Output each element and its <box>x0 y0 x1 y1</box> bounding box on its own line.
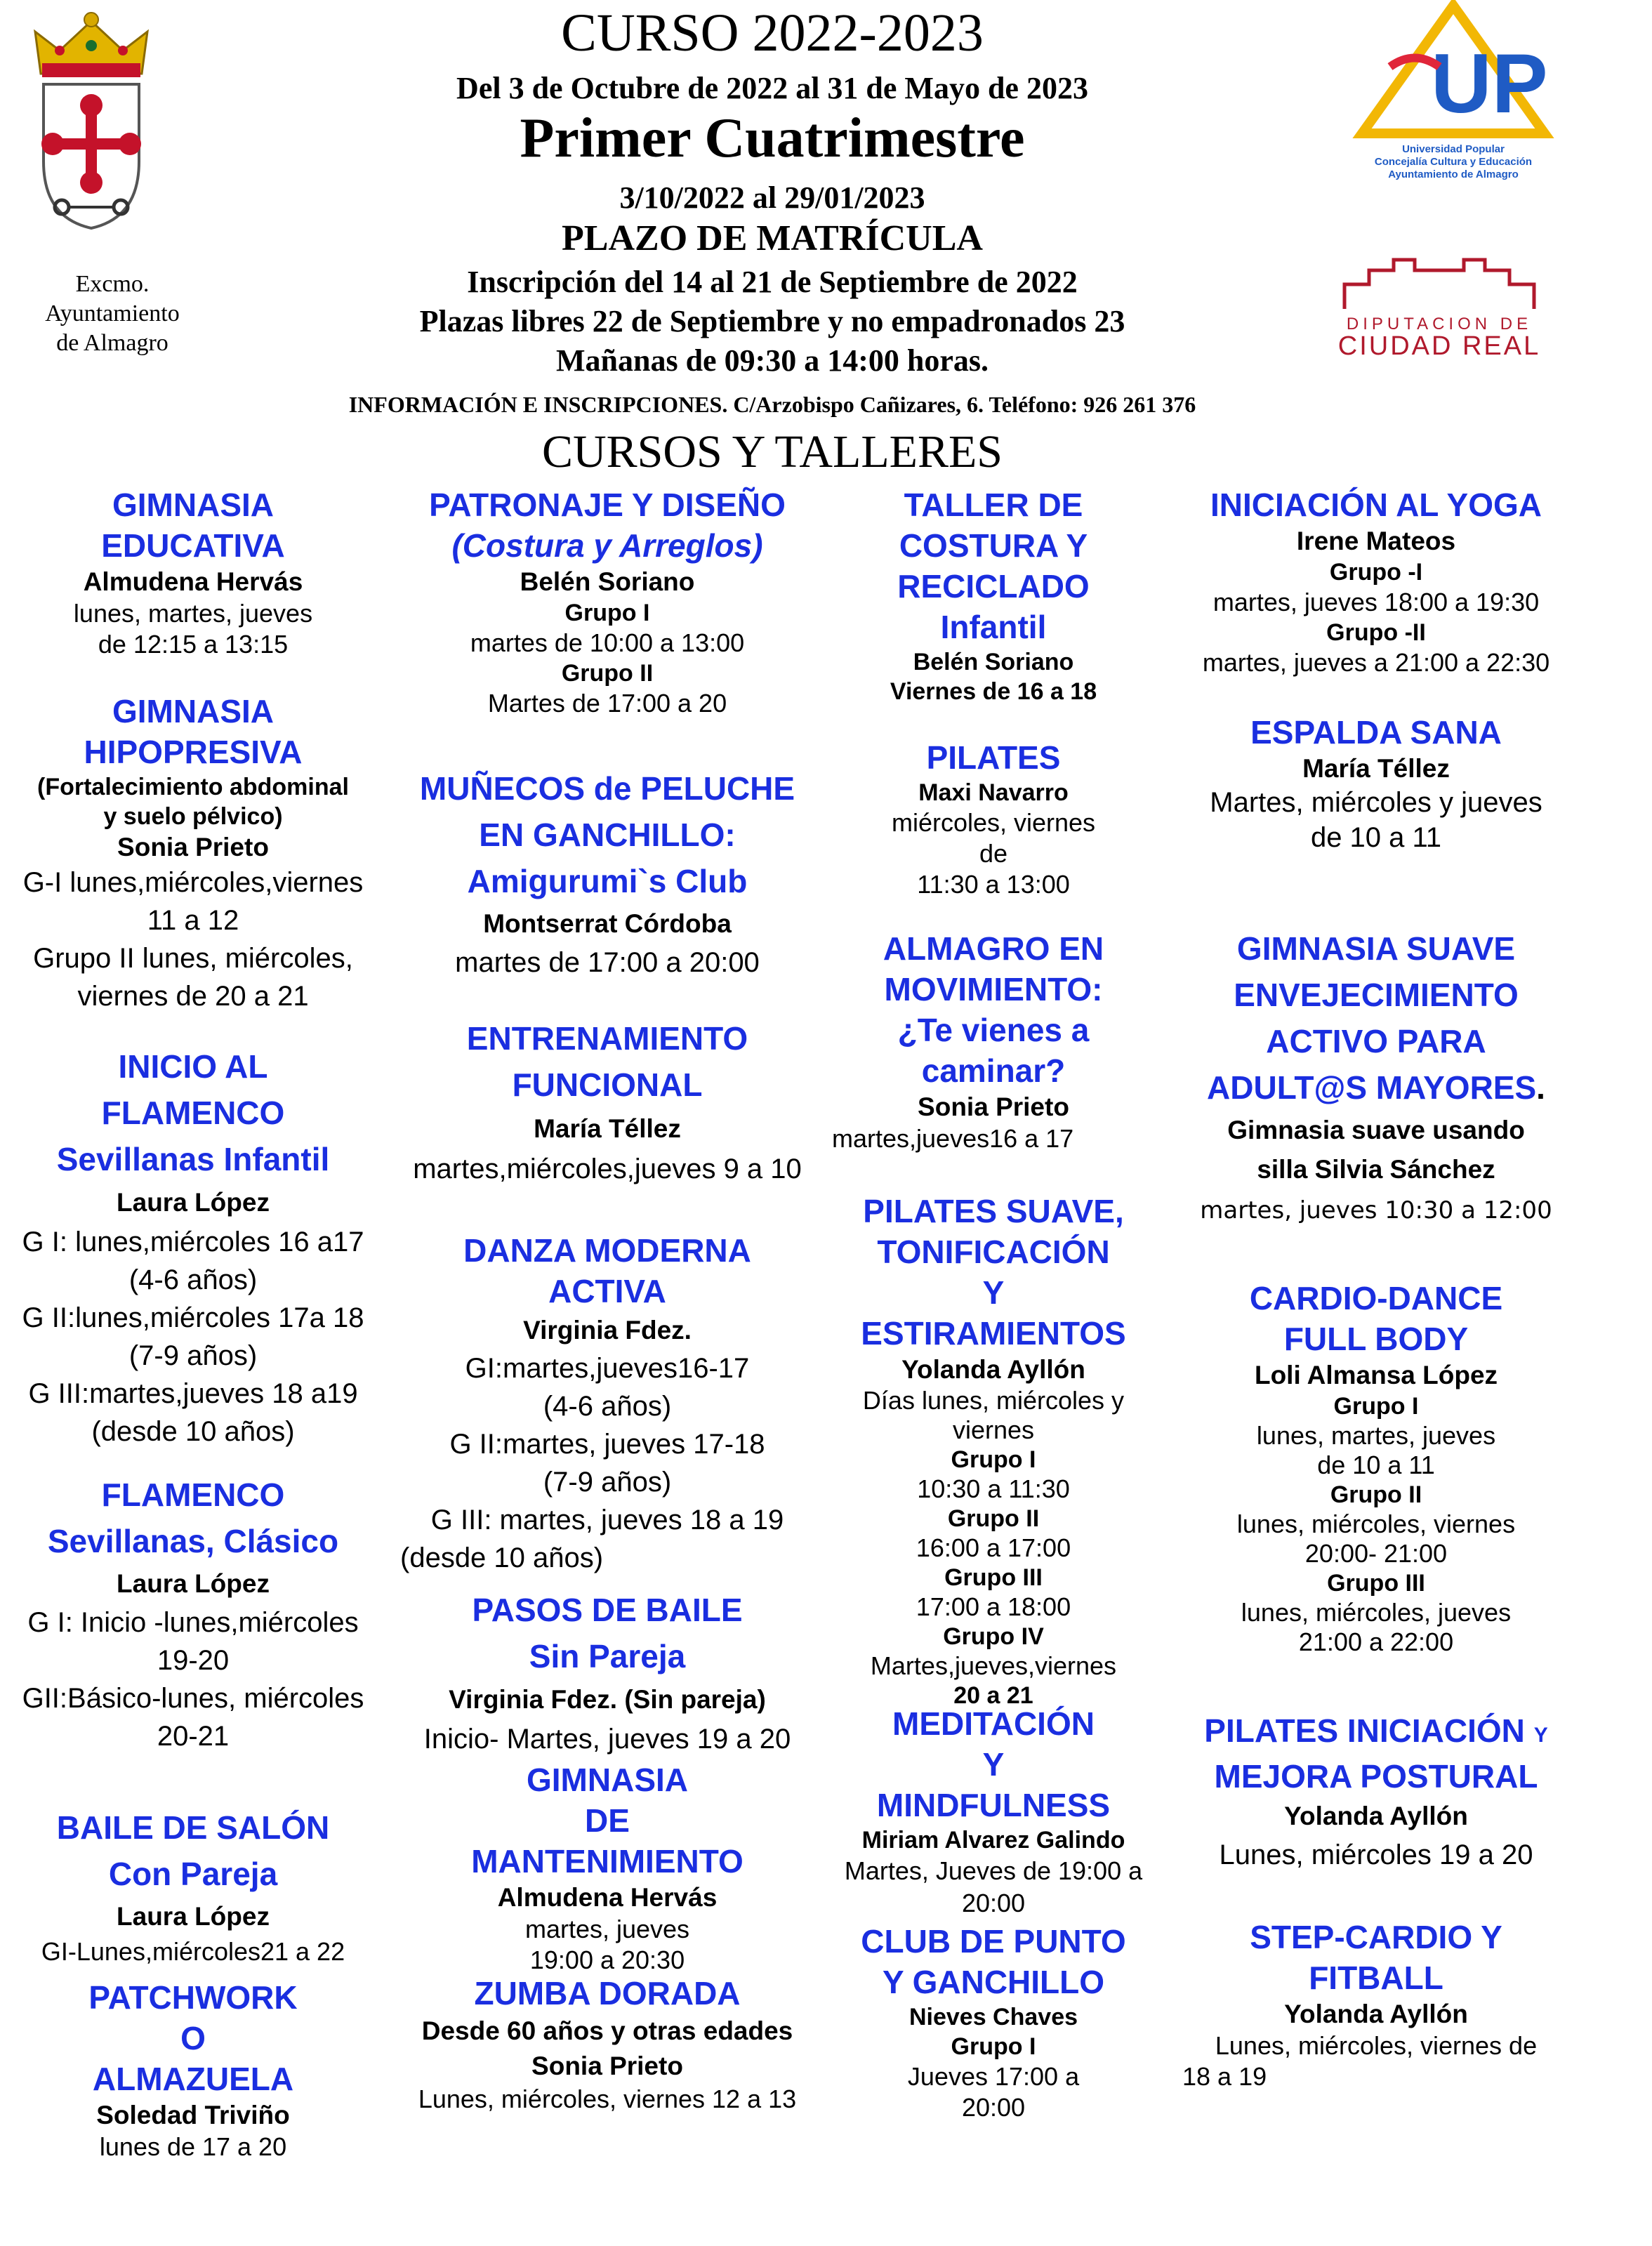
course-schedule: martes,jueves16 a 17 <box>832 1124 1074 1153</box>
course-pilates-suave <box>828 1191 1158 1710</box>
course-pilates <box>828 737 1158 900</box>
course-title: MEJORA POSTURAL <box>1214 1758 1538 1795</box>
course-teacher: Loli Almansa López <box>1254 1361 1498 1389</box>
course-title: MINDFULNESS <box>876 1787 1111 1823</box>
course-title: TONIFICACIÓN <box>877 1234 1110 1270</box>
course-schedule: 21:00 a 22:00 <box>1298 1627 1454 1656</box>
course-title: ENTRENAMIENTO <box>466 1020 748 1057</box>
course-schedule: 18 a 19 <box>1182 2062 1267 2091</box>
course-title: GIMNASIA <box>112 487 274 523</box>
diputacion-label-2: CIUDAD REAL <box>1337 331 1541 361</box>
info-line: INFORMACIÓN E INSCRIPCIONES. C/Arzobispo Cañizares, 6. Teléfono: 926 261 376 <box>348 392 1196 417</box>
course-schedule: G III:martes,jueves 18 a19 <box>28 1378 358 1409</box>
course-title: FLAMENCO <box>101 1477 285 1513</box>
course-teacher: Sonia Prieto <box>918 1092 1069 1121</box>
course-schedule: Martes, miércoles y jueves <box>1210 787 1542 818</box>
course-patronaje <box>393 484 821 719</box>
course-schedule: martes, jueves <box>524 1915 690 1943</box>
course-schedule: lunes de 17 a 20 <box>99 2132 287 2161</box>
course-schedule: Martes de 17:00 a 20 <box>487 689 727 718</box>
course-title: ESPALDA SANA <box>1250 714 1502 751</box>
course-group: Grupo I <box>564 600 650 626</box>
course-schedule: lunes, miércoles, jueves <box>1241 1598 1512 1627</box>
course-schedule: Lunes, miércoles 19 a 20 <box>1219 1839 1533 1870</box>
enrollment-line-2: Plazas libres 22 de Septiembre y no empadronados 23 <box>419 304 1125 338</box>
course-title-text: ADULT@S MAYORES <box>1207 1069 1537 1106</box>
course-gimnasia-suave <box>1179 925 1573 1231</box>
course-teacher: Belén Soriano <box>913 649 1074 675</box>
course-teacher: Laura López <box>117 1188 270 1217</box>
course-teacher: Maxi Navarro <box>918 779 1069 806</box>
course-title: ENVEJECIMIENTO <box>1234 977 1519 1013</box>
course-schedule: martes, jueves 18:00 a 19:30 <box>1212 588 1540 616</box>
course-title-dot: . <box>1536 1069 1545 1106</box>
course-schedule: G-I lunes,miércoles,viernes <box>22 867 364 898</box>
course-title: GIMNASIA <box>527 1762 688 1798</box>
course-schedule: lunes, martes, jueves <box>1256 1421 1496 1450</box>
course-schedule: 10:30 a 11:30 <box>917 1474 1070 1503</box>
course-dates: Del 3 de Octubre de 2022 al 31 de Mayo de 2023 <box>456 71 1088 105</box>
course-title: PATRONAJE Y DISEÑO <box>429 487 786 523</box>
course-title-conj: Y <box>1533 1724 1548 1747</box>
course-schedule: lunes, miércoles, viernes <box>1236 1510 1516 1538</box>
course-schedule: 11 a 12 <box>147 905 239 936</box>
course-schedule: martes de 17:00 a 20:00 <box>455 947 760 978</box>
course-group: Grupo II <box>947 1505 1040 1532</box>
course-schedule: Martes, Jueves de 19:00 a <box>844 1856 1143 1885</box>
course-group: Grupo I <box>951 2033 1036 2060</box>
course-days: viernes <box>952 1415 1035 1444</box>
course-title: O <box>180 2020 206 2056</box>
course-pasos-baile <box>393 1587 821 1758</box>
course-title: ZUMBA DORADA <box>474 1975 741 2012</box>
course-title: Y <box>982 1746 1005 1783</box>
course-title: MOVIMIENTO: <box>884 971 1103 1008</box>
course-schedule: (7-9 años) <box>128 1340 258 1371</box>
up-label-3: Ayuntamiento de Almagro <box>1388 169 1519 180</box>
course-baile-salon <box>7 1804 379 1967</box>
course-schedule: 20-21 <box>157 1721 230 1752</box>
town-label-2: Ayuntamiento <box>45 300 180 326</box>
course-schedule: miércoles, viernes <box>891 808 1096 837</box>
course-title: DE <box>585 1802 630 1839</box>
course-teacher: Laura López <box>117 1902 270 1931</box>
course-teacher: Montserrat Córdoba <box>483 909 732 938</box>
town-label-1: Excmo. <box>75 271 150 297</box>
course-title: ¿Te vienes a <box>897 1012 1090 1048</box>
course-title: CLUB DE PUNTO <box>861 1923 1126 1960</box>
course-schedule: G I: Inicio -lunes,miércoles <box>27 1607 359 1638</box>
course-group: Grupo II <box>561 660 654 687</box>
course-title-text: PILATES INICIACIÓN <box>1204 1712 1525 1749</box>
course-schedule: (4-6 años) <box>128 1264 258 1295</box>
course-title: CARDIO-DANCE <box>1249 1280 1503 1316</box>
course-schedule: viernes de 20 a 21 <box>77 981 309 1012</box>
town-label-3: de Almagro <box>56 330 168 356</box>
course-teacher: silla Silvia Sánchez <box>1257 1155 1495 1184</box>
course-title: INICIO AL <box>118 1048 268 1085</box>
course-club-punto <box>828 1921 1158 2123</box>
course-title: Sevillanas, Clásico <box>47 1523 339 1559</box>
course-teacher: Laura López <box>117 1569 270 1598</box>
course-title: PATCHWORK <box>88 1979 298 2016</box>
course-title: MUÑECOS de PELUCHE <box>419 770 795 807</box>
course-title: Y GANCHILLO <box>882 1964 1105 2000</box>
course-title: DANZA MODERNA <box>463 1232 751 1269</box>
course-teacher: María Téllez <box>534 1114 681 1143</box>
course-title: EDUCATIVA <box>101 527 285 564</box>
up-label-1: Universidad Popular <box>1402 143 1505 155</box>
up-triangle-icon <box>1348 0 1559 140</box>
up-label-2: Concejalía Cultura y Educación <box>1374 156 1533 168</box>
course-schedule: lunes, martes, jueves <box>73 599 313 628</box>
course-title: ESTIRAMIENTOS <box>861 1315 1126 1352</box>
course-schedule: GI-Lunes,miércoles21 a 22 <box>41 1937 345 1966</box>
course-teacher: Yolanda Ayllón <box>1284 1802 1468 1830</box>
course-group: Grupo I <box>951 1446 1036 1473</box>
course-cardio-dance <box>1179 1278 1573 1657</box>
course-title: MEDITACIÓN <box>892 1705 1095 1742</box>
course-title <box>1179 1064 1573 1111</box>
course-subtitle: y suelo pélvico) <box>103 803 283 830</box>
diputacion-label-1: DIPUTACION DE <box>1346 315 1533 333</box>
course-schedule: G II:martes, jueves 17-18 <box>449 1429 765 1460</box>
course-teacher: Almudena Hervás <box>83 567 303 596</box>
course-group: Grupo III <box>944 1564 1043 1591</box>
course-schedule: martes, jueves a 21:00 a 22:30 <box>1202 648 1550 677</box>
course-schedule: Jueves 17:00 a <box>907 2062 1080 2091</box>
course-title: EN GANCHILLO: <box>479 817 736 853</box>
course-title: PILATES SUAVE, <box>863 1193 1124 1229</box>
course-schedule: martes de 10:00 a 13:00 <box>470 628 745 657</box>
coat-of-arms-icon <box>28 7 154 232</box>
course-title: PASOS DE BAILE <box>472 1592 743 1628</box>
course-title: COSTURA Y <box>899 527 1088 564</box>
course-schedule: Lunes, miércoles, viernes de <box>1215 2031 1538 2060</box>
course-subtitle: (Fortalecimiento abdominal <box>37 774 349 800</box>
course-gimnasia-mantenimiento <box>393 1759 821 1976</box>
course-flamenco-clasico <box>7 1472 379 1755</box>
course-schedule: (desde 10 años) <box>91 1416 295 1447</box>
section-title: CURSOS Y TALLERES <box>541 426 1003 477</box>
course-group: Grupo III <box>1327 1570 1425 1597</box>
course-zumba-dorada <box>393 1973 821 2115</box>
course-teacher: Virginia Fdez. (Sin pareja) <box>449 1685 766 1714</box>
course-schedule: Grupo II lunes, miércoles, <box>33 943 353 974</box>
course-schedule: martes, jueves 10:30 a 12:00 <box>1200 1196 1552 1224</box>
course-schedule: de 10 a 11 <box>1310 822 1442 853</box>
course-schedule: (7-9 años) <box>543 1467 672 1498</box>
course-title: GIMNASIA SUAVE <box>1236 930 1516 967</box>
course-title: MANTENIMIENTO <box>471 1843 744 1880</box>
course-title: ACTIVO PARA <box>1266 1023 1486 1059</box>
course-title: Sin Pareja <box>529 1638 686 1674</box>
course-title <box>1179 1710 1573 1756</box>
course-teacher: Belén Soriano <box>520 567 695 596</box>
course-schedule: GII:Básico-lunes, miércoles <box>22 1683 364 1714</box>
course-patchwork <box>7 1977 379 2162</box>
course-schedule: 19-20 <box>157 1645 230 1676</box>
course-title: Con Pareja <box>108 1856 278 1892</box>
course-title: Amigurumi`s Club <box>467 863 748 899</box>
course-schedule: 20:00 <box>961 2093 1026 2122</box>
course-teacher: Irene Mateos <box>1296 527 1456 555</box>
course-schedule: 20:00 <box>961 1889 1026 1917</box>
course-inicio-flamenco <box>7 1043 379 1451</box>
course-title: Y <box>982 1274 1005 1311</box>
course-schedule: 19:00 a 20:30 <box>529 1946 685 1974</box>
course-teacher: María Téllez <box>1302 754 1450 783</box>
enrollment-title: PLAZO DE MATRÍCULA <box>562 218 983 258</box>
course-teacher: Gimnasia suave usando <box>1227 1116 1525 1144</box>
course-title: FITBALL <box>1309 1960 1443 1996</box>
course-group: Grupo -I <box>1329 559 1423 586</box>
course-title: FUNCIONAL <box>512 1066 703 1103</box>
course-title: RECICLADO <box>897 568 1090 605</box>
course-group: Grupo II <box>1330 1481 1422 1508</box>
course-schedule: de 12:15 a 13:15 <box>98 630 289 659</box>
period-dates: 3/10/2022 al 29/01/2023 <box>619 180 925 215</box>
course-title: FLAMENCO <box>101 1095 285 1131</box>
course-schedule: Inicio- Martes, jueves 19 a 20 <box>423 1724 791 1755</box>
course-espalda-sana <box>1179 712 1573 855</box>
course-entrenamiento-funcional <box>393 1015 821 1188</box>
course-teacher: Yolanda Ayllón <box>1284 2000 1468 2028</box>
up-letters: UP <box>1431 37 1548 131</box>
course-gimnasia-educativa <box>7 484 379 660</box>
course-schedule: GI:martes,jueves16-17 <box>465 1353 750 1384</box>
course-schedule: 20:00- 21:00 <box>1304 1539 1448 1568</box>
course-days: Días lunes, miércoles y <box>862 1386 1125 1415</box>
course-title: FULL BODY <box>1283 1321 1469 1357</box>
course-step-cardio <box>1179 1917 1573 2092</box>
course-title-italic: (Costura y Arreglos) <box>451 527 763 564</box>
course-schedule: martes,miércoles,jueves 9 a 10 <box>413 1154 802 1184</box>
course-teacher: Miriam Alvarez Galindo <box>861 1827 1125 1854</box>
course-title: STEP-CARDIO Y <box>1250 1919 1502 1955</box>
course-schedule: G I: lunes,miércoles 16 a17 <box>22 1227 364 1257</box>
course-teacher: Sonia Prieto <box>531 2052 683 2080</box>
course-title: caminar? <box>921 1052 1066 1089</box>
course-schedule: 16:00 a 17:00 <box>916 1533 1071 1562</box>
period-title: Primer Cuatrimestre <box>520 107 1025 169</box>
course-schedule: G III: martes, jueves 18 a 19 <box>430 1505 784 1535</box>
course-title: TALLER DE <box>904 487 1083 523</box>
doc-title: CURSO 2022-2023 <box>561 4 984 62</box>
course-teacher: Virginia Fdez. <box>523 1316 692 1345</box>
course-title: ACTIVA <box>548 1273 666 1309</box>
course-subtitle: Desde 60 años y otras edades <box>421 2016 793 2045</box>
course-title: Infantil <box>940 609 1047 645</box>
course-title: INICIACIÓN AL YOGA <box>1210 487 1542 523</box>
course-schedule: G II:lunes,miércoles 17a 18 <box>22 1302 364 1333</box>
course-title: GIMNASIA <box>112 693 274 729</box>
course-title: HIPOPRESIVA <box>84 734 303 770</box>
course-schedule: 17:00 a 18:00 <box>916 1592 1071 1621</box>
course-gimnasia-hipopresiva <box>7 691 379 1015</box>
course-schedule: Viernes de 16 a 18 <box>890 678 1097 705</box>
course-danza-moderna <box>393 1230 821 1577</box>
course-group: Grupo IV <box>943 1623 1044 1650</box>
course-pilates-iniciacion <box>1179 1710 1573 1874</box>
course-schedule: Lunes, miércoles, viernes 12 a 13 <box>418 2085 797 2113</box>
course-teacher: Yolanda Ayllón <box>901 1355 1085 1384</box>
course-meditacion <box>828 1703 1158 1920</box>
course-title: Sevillanas Infantil <box>56 1141 330 1177</box>
course-schedule-bold: 20 a 21 <box>953 1682 1033 1709</box>
course-teacher: Sonia Prieto <box>117 833 269 861</box>
course-munecos-peluche <box>393 765 821 982</box>
course-title: ALMAGRO EN <box>883 930 1104 967</box>
course-schedule: de <box>979 839 1008 868</box>
course-title: BAILE DE SALÓN <box>56 1809 330 1846</box>
course-teacher: Soledad Triviño <box>96 2101 290 2129</box>
course-schedule: Martes,jueves,viernes <box>870 1651 1117 1680</box>
diputacion-building-icon <box>1337 253 1541 316</box>
course-schedule: de 10 a 11 <box>1317 1451 1435 1479</box>
course-teacher: Nieves Chaves <box>908 2004 1078 2030</box>
course-schedule: (desde 10 años) <box>400 1543 604 1573</box>
course-schedule: 11:30 a 13:00 <box>917 870 1070 899</box>
course-taller-costura <box>828 484 1158 706</box>
course-title: PILATES <box>926 739 1061 776</box>
course-group: Grupo -II <box>1326 619 1426 646</box>
course-title: ALMAZUELA <box>92 2061 294 2097</box>
course-almagro-movimiento <box>828 928 1158 1154</box>
course-teacher: Almudena Hervás <box>497 1883 718 1912</box>
universidad-popular-logo <box>1348 0 1559 183</box>
coat-of-arms-logo <box>28 7 154 232</box>
course-yoga <box>1179 484 1573 678</box>
course-group: Grupo I <box>1333 1393 1419 1420</box>
course-schedule: (4-6 años) <box>543 1391 672 1422</box>
enrollment-line-3: Mañanas de 09:30 a 14:00 horas. <box>555 343 989 378</box>
enrollment-line-1: Inscripción del 14 al 21 de Septiembre de 2022 <box>467 265 1078 299</box>
